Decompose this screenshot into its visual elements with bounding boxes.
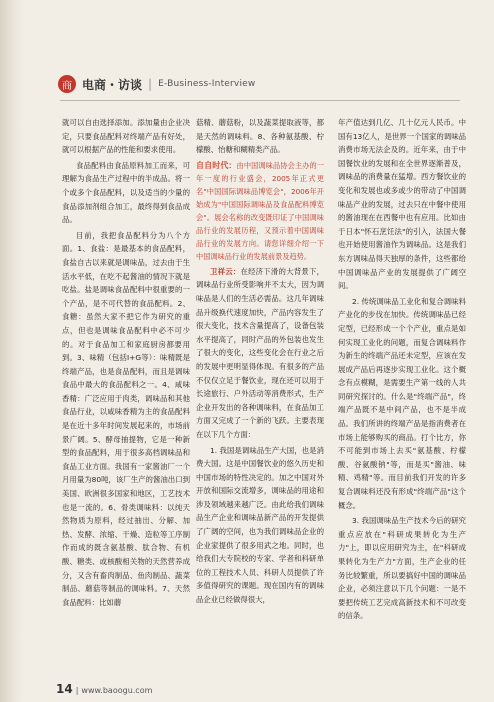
paragraph: 年产值达到几亿、几十亿元人民币。中国有13亿人，是世界一个国家的调味品消费市场无法企及的。近年来，由于中国餐饮业的发展和在全世界逐渐普及，调味品的消费量在猛增。西方餐饮业的变化和发展也或多或少的带动了中国调味品产业的发展，过去只在中餐中使用的酱油现在在西餐中也有应用。比如由于日本"怀石烹饪法"的引入，法国大餐也开始使用酱油作为调味品。这是我们东方调味品得天独厚的条件，这些都给中国调味品产业的发展提供了广阔空间。 [338, 118, 466, 291]
answer-text: 在经济下滑的大背景下，调味品行业所受影响并不太大，因为调味品是人们的生活必需品。这几年调味品升级换代速度加快，产品内容发生了很大变化，技术含量提高了，设备包装水平提高了，同时产品的外包装也发生了很大的变化，这些变化会在行业之后的发展中更明显得体现。有很多的产品不仅仅立足于餐饮业，现在还可以用于长途旅行、户外活动等消费形式，生产企业开发出的各种调味料，在食品加工方面又完成了一个新的飞跃。主要表现在以下几个方面： [196, 266, 324, 439]
section-title: 电商・访谈 [82, 77, 143, 92]
page-number: 14 [56, 682, 73, 696]
column-2 [196, 116, 324, 609]
column-3 [338, 116, 466, 625]
paragraph: 1. 我国是调味品生产大国，也是消费大国。这是中国餐饮业的悠久历史和中国市场的特性决定的。加之中国对外开放和国际交流增多，调味品的用途和涉及领域越来越广泛。由此给我们调味品生产企业和调味品新产品的开发提供了广阔的空间，也为我们调味品企业的企业家提供了很多用武之地。同时，也给我们大专院校的专家、学者和科研单位的工程技术人员、科研人员提供了许多值得研究的课题。现在国内有的调味品企业已经做得很大， [196, 445, 324, 605]
section-logo-icon: 商 [58, 75, 76, 93]
column-1 [62, 116, 190, 611]
paragraph: 菇精、蘑菇粉，以及蔬菜提取液等，都是天然的调味料。8、各种氨基酸、柠檬酸、怡糖和糊精类产品。 [196, 118, 324, 155]
speaker-name: 卫祥云： [210, 266, 241, 276]
paragraph: 目前，我把食品配料分为八个方面。1、食盐：是最基本的食品配料，食盐自古以来就是调味品，过去由于生活水平低，在吃不起酱油的情况下就是吃盐。盐是调味食品配料中很重要的一个产品，是不可代替的食品配料。2、食糖：虽然大家不把它作为研究的重点，但也是调味食品配料中必不可少的。对于食品加工和家庭厨房都要用到。3、味精（包括I+G等）：味精既是终端产品，也是食品配料，而且是调味食品中最大的食品配料之一。4、咸味香精：广泛应用于肉类，调味品和其他食品行业，以咸味香精为主的食品配料是在近十多年时间发展起来的，市场前景广阔。5、酵母抽提物，它是一种新型的食品配料，用于很多高档调味品和食品工业方面。我国有一家酱油厂一个月用量为80吨，该厂生产的酱油出口到美国、欧洲很多国家和地区，工艺技术也是一流的。6、骨类调味料：以纯天然物质为原料，经过抽出、分解、加热、发酵、浓缩、干燥、造粒等工序制作而成的既含氨基酸、肽合物、有机酸、糖类、或核酸相关物的天然营养成分，又含有畜肉制品、鱼肉制品、蔬菜制品、蘑菇等制品的调味料。7、天然食品配料：比如蘑 [62, 230, 190, 607]
editor-question-text: 由中国调味品协会主办的一年一度的行业盛会，2005年正式更名"中国国际调味品博览会"，2006年开始成为"中国国际调味品及食品配料博览会"。展会名称的改变既印证了中国调味品行业的发展历程，又预示着中国调味品行业的发展方向。请您详细介绍一下中国调味品行业的发展前景及趋势。 [196, 160, 324, 261]
editor-tag: 自自时代： [196, 160, 237, 170]
footer-separator: | [75, 686, 79, 695]
answer-paragraph [196, 265, 324, 442]
section-subtitle: E-Business-Interview [158, 79, 256, 89]
section-header [58, 73, 458, 95]
page-binding-shadow [0, 0, 24, 702]
editor-question [196, 159, 324, 263]
header-rule [60, 100, 460, 101]
website-url: www.baoogu.com [81, 686, 153, 695]
page-footer [56, 682, 152, 696]
paragraph: 食品配料由食品原料加工而来，可理解为食品生产过程中的半成品。将一个或多个食品配料，以及适当的少量的食品添加剂组合加工，最终得到食品成品。 [62, 160, 190, 225]
paragraph: 就可以自由选择添加。添加量由企业决定，只要食品配料对终端产品有好处，就可以根据产品的性能和要求使用。 [62, 118, 190, 155]
paragraph: 2. 传统调味品工业化和复合调味料产业化的步伐在加快。传统调味品已经定型，已经形成一个个产业，重点是如何实现工业化的问题，而复合调味料作为新生的终端产品还未定型，应该在发展成产品后再逐步实现工业化。这个概念有点模糊，是需要生产第一线的人共同研究探讨的。什么是"终端产品"，终端产品既不是中间产品，也不是半成品。我们所讲的终端产品是指消费者在市场上能够购买的商品。打个比方，你不可能到市场上去买"氨基酸、柠檬酸、谷氨酸钠"等，而是买"酱油、味精、鸡精"等。而目前我们开发的许多复合调味料还没有形成"终端产品"这个概念。 [338, 296, 466, 510]
header-separator: | [148, 77, 153, 91]
paragraph: 3. 我国调味品生产技术今后的研究重点应放在"科研成果转化为生产力"上，即以应用研究为主，在"科研成果转化为生产力"方面，生产企业的任务比较繁重，所以要搞好中国的调味品企业，必须注意以下几个问题：一是不要把传统工艺完成高新技术和不可改变的信条。 [338, 516, 466, 621]
